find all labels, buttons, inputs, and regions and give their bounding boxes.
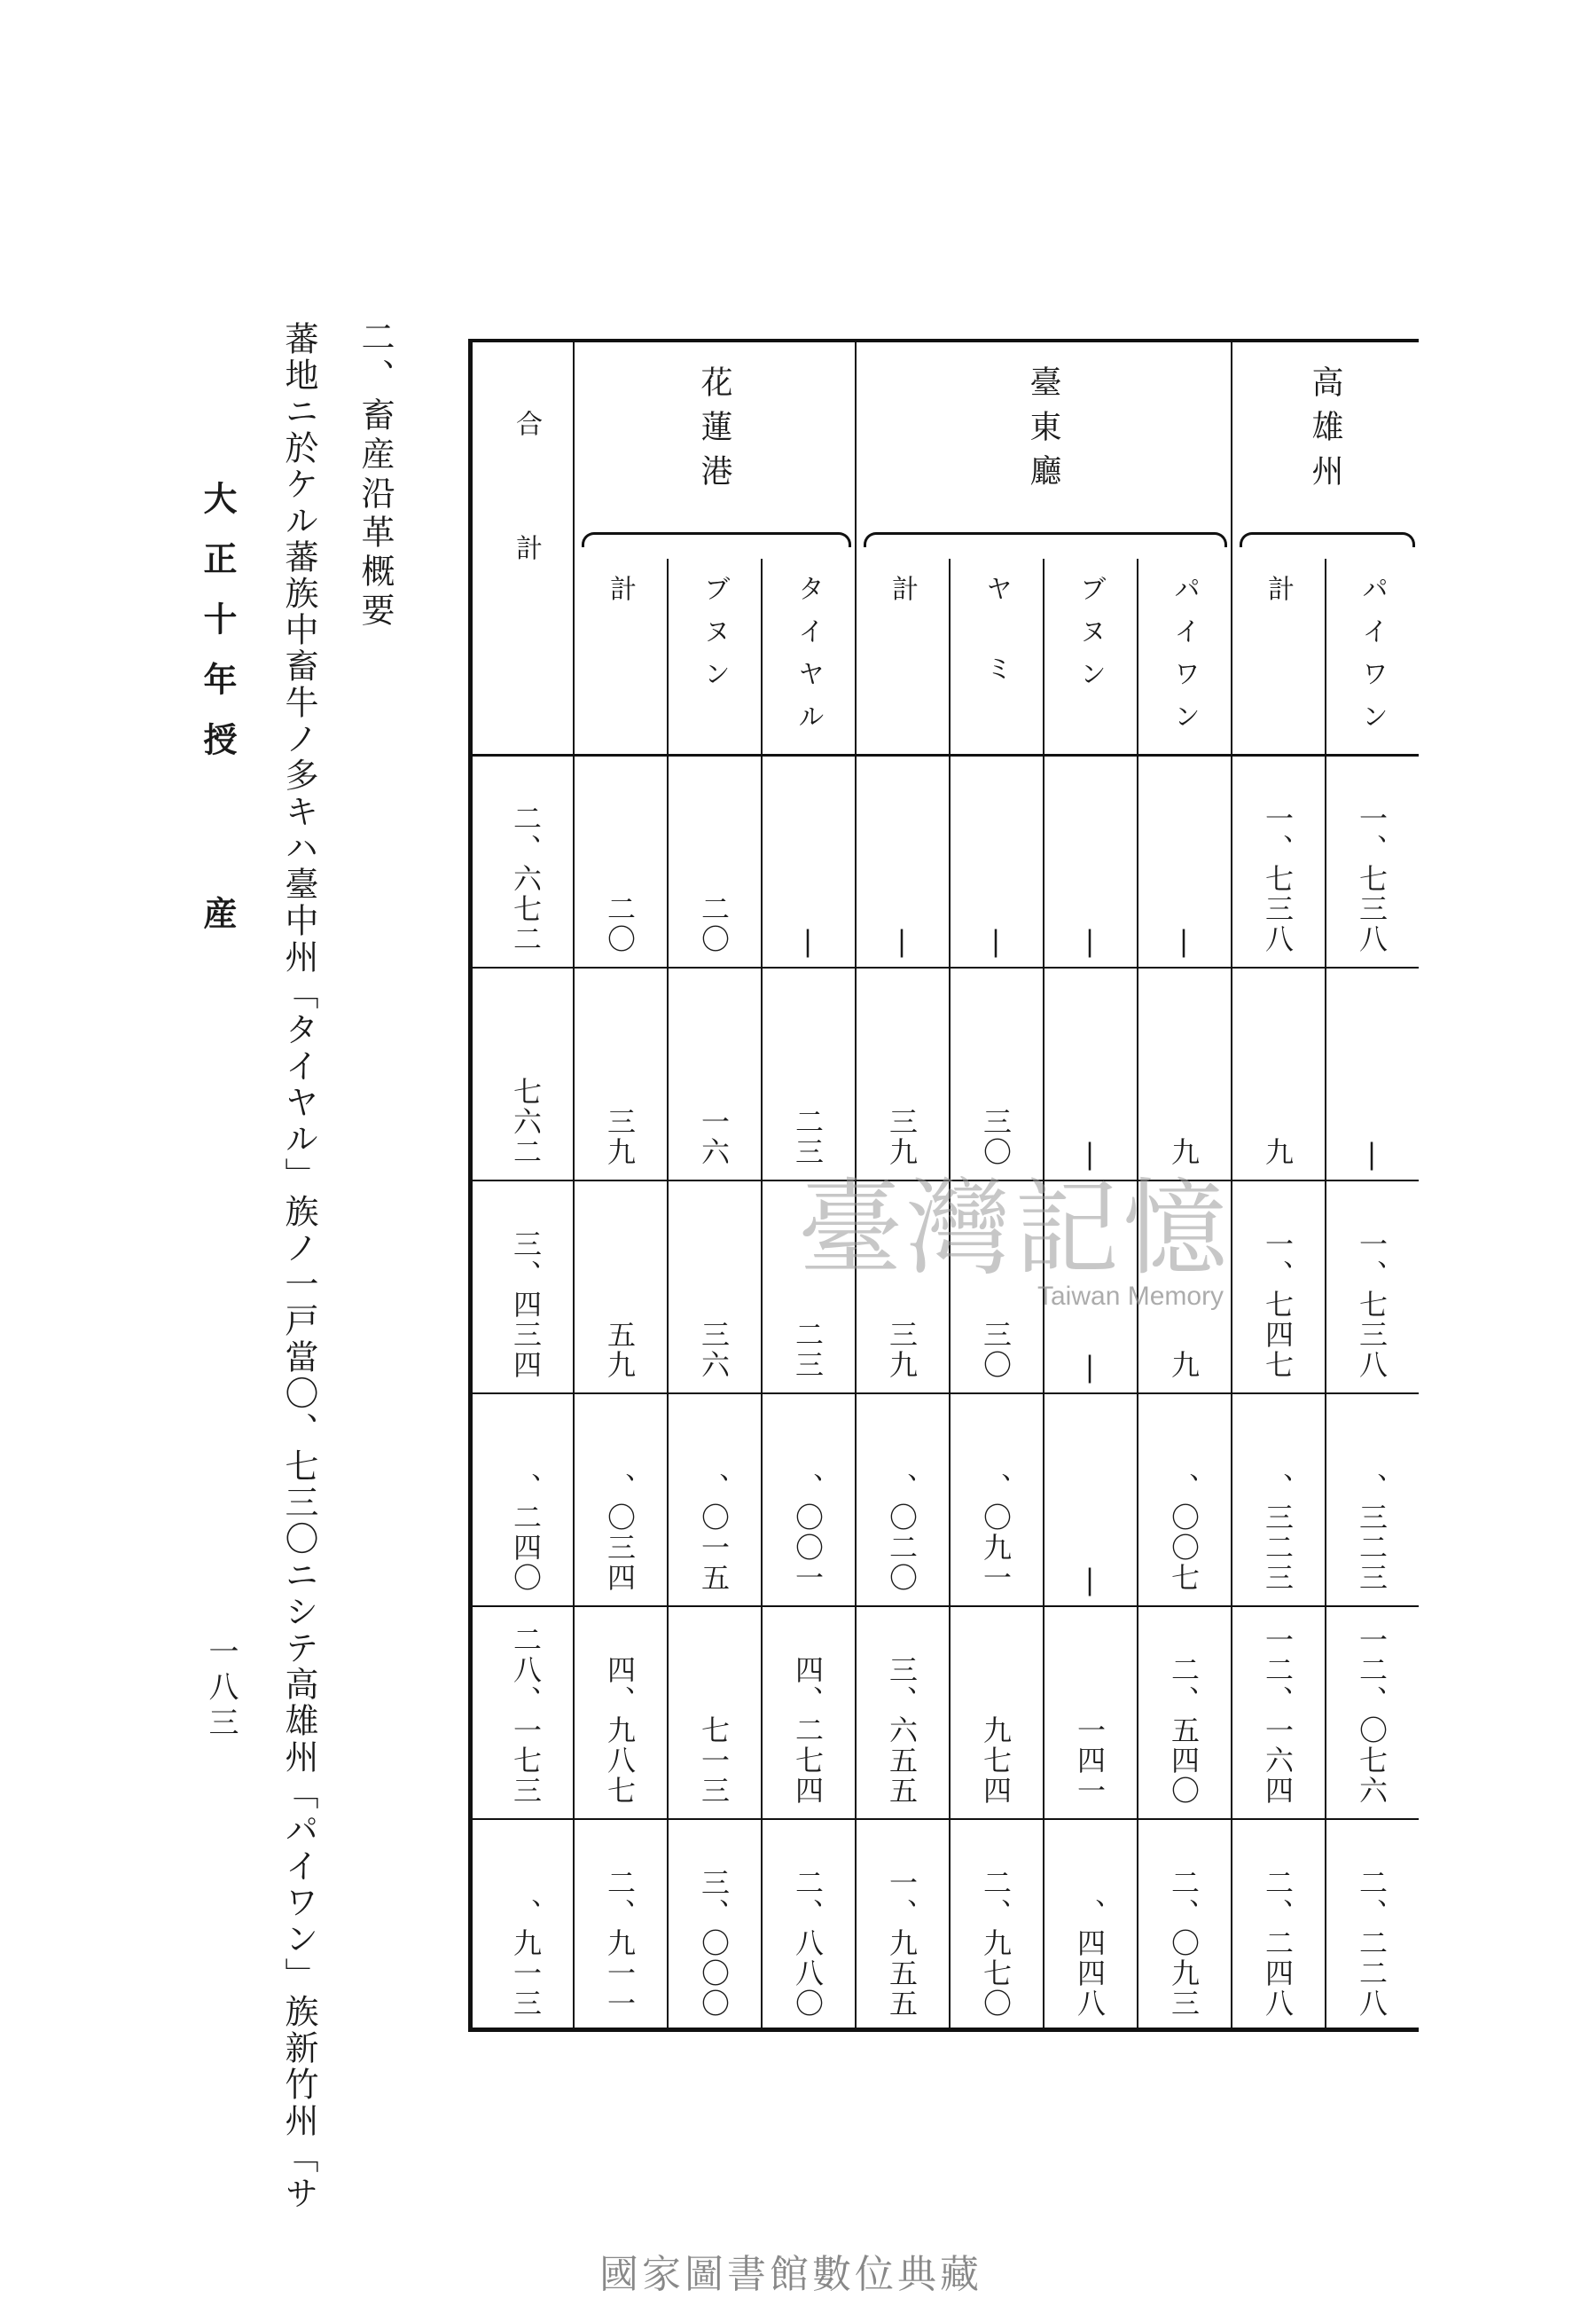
table-cell: 、四四八 bbox=[1073, 1898, 1107, 2019]
table-cell: 、〇二〇 bbox=[885, 1472, 919, 1593]
page-number: 一八三 bbox=[203, 1635, 239, 1742]
column-header: 合計 bbox=[511, 410, 542, 658]
table-cell: 五九 bbox=[603, 1320, 637, 1380]
table-cell: 一二、〇七六 bbox=[1355, 1625, 1389, 1806]
table-cell: 二三 bbox=[791, 1320, 825, 1380]
table-cell: 三九 bbox=[603, 1107, 637, 1167]
table-row-line bbox=[468, 1392, 1419, 1394]
group-header: 花蓮港 bbox=[696, 365, 732, 498]
table-cell: | bbox=[1073, 1563, 1107, 1598]
table-cell: 四、二七四 bbox=[791, 1655, 825, 1806]
table-cell: 三、四三四 bbox=[509, 1229, 543, 1380]
table-cell: 、〇九一 bbox=[979, 1472, 1013, 1593]
table-cell: 、〇三四 bbox=[603, 1472, 637, 1593]
table-cell: | bbox=[791, 924, 825, 960]
table-cell: 二八、一七三 bbox=[509, 1625, 543, 1806]
group-brace bbox=[864, 532, 1227, 547]
table-bottom-border bbox=[468, 2028, 1419, 2032]
table-cell: | bbox=[1167, 924, 1201, 960]
table-cell: 一、七三八 bbox=[1261, 804, 1295, 954]
table-cell: 二〇 bbox=[603, 894, 637, 954]
table-cell: 九 bbox=[1261, 1137, 1295, 1167]
table-cell: | bbox=[1073, 1137, 1107, 1173]
table-cell: 九七四 bbox=[979, 1715, 1013, 1806]
table-cell: 二、八八〇 bbox=[791, 1868, 825, 2019]
table-cell: | bbox=[1073, 1350, 1107, 1385]
table-cell: 二、二二八 bbox=[1355, 1868, 1389, 2019]
table-cell: 一二、一六四 bbox=[1261, 1625, 1295, 1806]
table-cell: 二、六七二 bbox=[509, 804, 543, 954]
table-cell: 二、九七〇 bbox=[979, 1868, 1013, 2019]
table-cell: 、二四〇 bbox=[509, 1472, 543, 1593]
column-header: 計 bbox=[887, 575, 918, 655]
table-cell: 三、〇〇〇 bbox=[697, 1868, 731, 2019]
table-cell: 三九 bbox=[885, 1320, 919, 1380]
section-heading: 二、畜産沿革概要 bbox=[356, 319, 395, 631]
table-cell: 、三二三 bbox=[1261, 1472, 1295, 1593]
table-column-line bbox=[949, 559, 951, 2031]
table-cell: 一六 bbox=[697, 1107, 731, 1167]
table-cell: 四、九八七 bbox=[603, 1655, 637, 1806]
column-header: ブヌン bbox=[699, 575, 730, 702]
table-cell: 一、七三八 bbox=[1355, 804, 1389, 954]
table-cell: | bbox=[885, 924, 919, 960]
group-header: 高雄州 bbox=[1307, 365, 1343, 498]
table-cell: 、〇〇七 bbox=[1167, 1472, 1201, 1593]
column-header: タイヤル bbox=[793, 575, 824, 745]
column-header: パイワン bbox=[1357, 575, 1388, 745]
table-cell: 二三 bbox=[791, 1107, 825, 1167]
watermark-logo: 臺灣記憶 bbox=[798, 1167, 1232, 1290]
category-label: 産 bbox=[198, 896, 238, 929]
table-cell: 一、七四七 bbox=[1261, 1229, 1295, 1380]
table-cell: 一四一 bbox=[1073, 1715, 1107, 1806]
table-row-line bbox=[468, 1605, 1419, 1607]
column-header: ブヌン bbox=[1075, 575, 1106, 702]
table-cell: 、〇一五 bbox=[697, 1472, 731, 1593]
column-header: パイワン bbox=[1169, 575, 1200, 745]
table-column-line bbox=[1231, 339, 1232, 2031]
table-cell: 一、七三八 bbox=[1355, 1229, 1389, 1380]
table-cell: 二、九一一 bbox=[603, 1868, 637, 2019]
table-cell: 三〇 bbox=[979, 1107, 1013, 1167]
table-cell: | bbox=[979, 924, 1013, 960]
table-column-line bbox=[573, 339, 575, 2031]
body-text-line: 蕃地ニ於ケル蕃族中畜牛ノ多キハ臺中州「タイヤル」族ノ一戸當〇、七三〇ニシテ高雄州「パイワン」族新竹州「サ bbox=[279, 321, 318, 2212]
table-left-border bbox=[468, 339, 473, 2031]
table-cell: 二、〇九三 bbox=[1167, 1868, 1201, 2019]
table-cell: 七六二 bbox=[509, 1077, 543, 1167]
column-header: 計 bbox=[605, 575, 636, 655]
header-bottom-line bbox=[468, 754, 1419, 757]
table-row-line bbox=[468, 967, 1419, 969]
table-cell: 三〇 bbox=[979, 1320, 1013, 1380]
table-cell: 二、二四八 bbox=[1261, 1868, 1295, 2019]
table-cell: 九 bbox=[1167, 1350, 1201, 1380]
table-cell: | bbox=[1073, 924, 1107, 960]
table-cell: 三、六五五 bbox=[885, 1655, 919, 1806]
table-cell: 二、五四〇 bbox=[1167, 1655, 1201, 1806]
year-label: 大正十年授 bbox=[198, 481, 238, 782]
column-header: 計 bbox=[1263, 575, 1294, 655]
table-cell: 一、九五五 bbox=[885, 1868, 919, 2019]
table-cell: 三六 bbox=[697, 1320, 731, 1380]
group-header: 臺東廳 bbox=[1025, 365, 1061, 498]
group-brace bbox=[1240, 532, 1415, 547]
table-cell: 三九 bbox=[885, 1107, 919, 1167]
archive-footer: 國家圖書館數位典藏 bbox=[599, 2252, 982, 2297]
group-brace bbox=[582, 532, 851, 547]
table-column-line bbox=[761, 559, 763, 2031]
watermark-subtitle: Taiwan Memory bbox=[1037, 1282, 1224, 1311]
table-row-line bbox=[468, 1818, 1419, 1820]
table-cell: 七一三 bbox=[697, 1715, 731, 1806]
table-column-line bbox=[667, 559, 669, 2031]
table-cell: 二〇 bbox=[697, 894, 731, 954]
table-cell: | bbox=[1355, 1137, 1389, 1173]
table-cell: 、三二三 bbox=[1355, 1472, 1389, 1593]
table-cell: 九 bbox=[1167, 1137, 1201, 1167]
column-header: ヤミ bbox=[981, 575, 1012, 734]
table-cell: 、九一三 bbox=[509, 1898, 543, 2019]
table-top-border bbox=[468, 339, 1419, 342]
table-cell: 、〇〇一 bbox=[791, 1472, 825, 1593]
table-column-line bbox=[1325, 559, 1326, 2031]
